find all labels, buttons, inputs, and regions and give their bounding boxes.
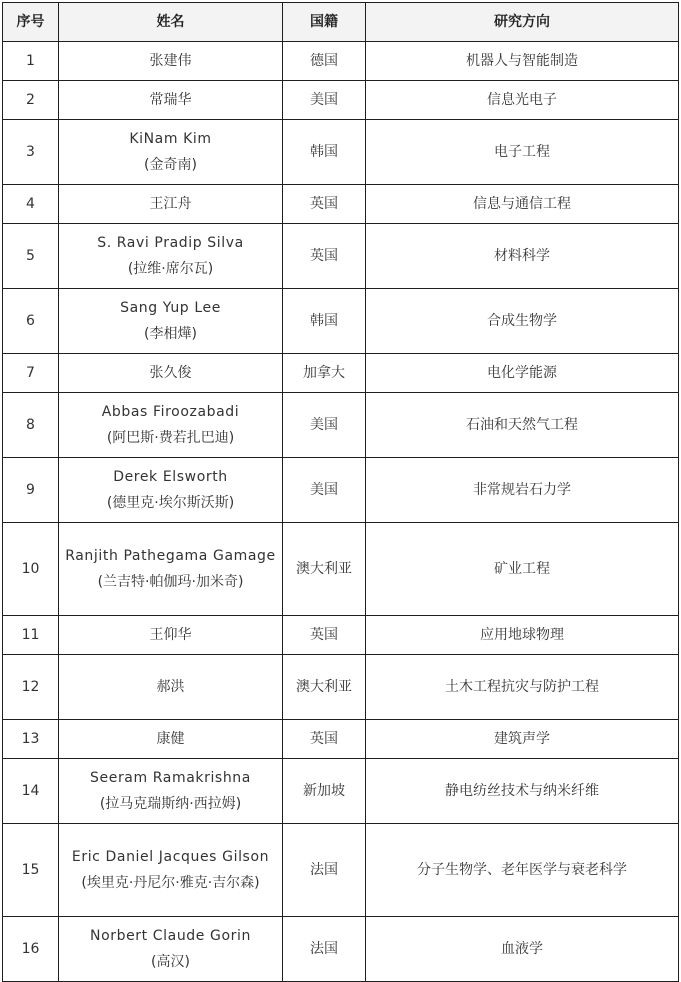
cell-nationality: 韩国 bbox=[283, 289, 366, 354]
table-row bbox=[3, 185, 679, 224]
name-cn: (拉马克瑞斯纳·西拉姆) bbox=[99, 796, 242, 812]
cell-nationality: 法国 bbox=[283, 917, 366, 982]
cell-field: 信息光电子 bbox=[366, 81, 679, 120]
name-en: S. Ravi Pradip Silva bbox=[97, 235, 244, 251]
name-cn: (德里克·埃尔斯沃斯) bbox=[106, 495, 235, 511]
cell-field: 信息与通信工程 bbox=[366, 185, 679, 224]
cell-field: 材料科学 bbox=[366, 224, 679, 289]
table-row bbox=[3, 354, 679, 393]
cell-index: 1 bbox=[3, 42, 59, 81]
cell-name bbox=[59, 224, 283, 289]
header-name: 姓名 bbox=[59, 3, 283, 42]
cell-name bbox=[59, 42, 283, 81]
name-cn: (金奇南) bbox=[144, 157, 197, 173]
cell-index: 5 bbox=[3, 224, 59, 289]
table-row bbox=[3, 616, 679, 655]
cell-name bbox=[59, 824, 283, 917]
cell-index: 6 bbox=[3, 289, 59, 354]
cell-field: 矿业工程 bbox=[366, 523, 679, 616]
cell-name bbox=[59, 185, 283, 224]
cell-nationality: 加拿大 bbox=[283, 354, 366, 393]
name-cn: (李相燁) bbox=[144, 326, 197, 342]
cell-name bbox=[59, 81, 283, 120]
name-cn: 郝洪 bbox=[156, 679, 185, 695]
header-research-field: 研究方向 bbox=[366, 3, 679, 42]
cell-field: 土木工程抗灾与防护工程 bbox=[366, 655, 679, 720]
table-row bbox=[3, 120, 679, 185]
cell-field: 血液学 bbox=[366, 917, 679, 982]
name-cn: 张久俊 bbox=[149, 365, 192, 381]
cell-nationality: 美国 bbox=[283, 393, 366, 458]
name-cn: (阿巴斯·费若扎巴迪) bbox=[106, 430, 235, 446]
cell-name bbox=[59, 523, 283, 616]
name-cn: (高汉) bbox=[151, 954, 190, 970]
cell-name bbox=[59, 458, 283, 523]
name-en: Derek Elsworth bbox=[113, 469, 228, 485]
cell-name bbox=[59, 720, 283, 759]
cell-nationality: 韩国 bbox=[283, 120, 366, 185]
name-en: Abbas Firoozabadi bbox=[101, 404, 240, 420]
header-index: 序号 bbox=[3, 3, 59, 42]
cell-field: 建筑声学 bbox=[366, 720, 679, 759]
cell-nationality: 英国 bbox=[283, 720, 366, 759]
cell-nationality: 澳大利亚 bbox=[283, 655, 366, 720]
cell-nationality: 新加坡 bbox=[283, 759, 366, 824]
table-row bbox=[3, 81, 679, 120]
cell-field: 电化学能源 bbox=[366, 354, 679, 393]
cell-index: 7 bbox=[3, 354, 59, 393]
cell-name bbox=[59, 655, 283, 720]
cell-index: 10 bbox=[3, 523, 59, 616]
cell-field: 非常规岩石力学 bbox=[366, 458, 679, 523]
cell-nationality: 英国 bbox=[283, 185, 366, 224]
table-row bbox=[3, 917, 679, 982]
cell-index: 3 bbox=[3, 120, 59, 185]
cell-nationality: 英国 bbox=[283, 224, 366, 289]
name-cn: 常瑞华 bbox=[149, 92, 192, 108]
cell-name bbox=[59, 393, 283, 458]
name-cn: (埃里克·丹尼尔·雅克·吉尔森) bbox=[81, 875, 260, 891]
cell-field: 应用地球物理 bbox=[366, 616, 679, 655]
cell-name bbox=[59, 289, 283, 354]
cell-nationality: 澳大利亚 bbox=[283, 523, 366, 616]
name-en: Ranjith Pathegama Gamage bbox=[65, 548, 276, 564]
cell-nationality: 美国 bbox=[283, 81, 366, 120]
scholars-table bbox=[2, 2, 679, 982]
table-header-row bbox=[3, 3, 679, 42]
table-row bbox=[3, 523, 679, 616]
cell-index: 8 bbox=[3, 393, 59, 458]
header-nationality: 国籍 bbox=[283, 3, 366, 42]
table-row bbox=[3, 720, 679, 759]
cell-name bbox=[59, 354, 283, 393]
cell-field: 石油和天然气工程 bbox=[366, 393, 679, 458]
table-row bbox=[3, 759, 679, 824]
name-en: Norbert Claude Gorin bbox=[90, 928, 251, 944]
cell-index: 13 bbox=[3, 720, 59, 759]
cell-index: 16 bbox=[3, 917, 59, 982]
table-row bbox=[3, 393, 679, 458]
cell-index: 15 bbox=[3, 824, 59, 917]
table-row bbox=[3, 224, 679, 289]
name-en: Seeram Ramakrishna bbox=[90, 770, 251, 786]
cell-field: 分子生物学、老年医学与衰老科学 bbox=[366, 824, 679, 917]
cell-name bbox=[59, 759, 283, 824]
cell-index: 9 bbox=[3, 458, 59, 523]
cell-name bbox=[59, 917, 283, 982]
cell-field: 电子工程 bbox=[366, 120, 679, 185]
cell-index: 2 bbox=[3, 81, 59, 120]
name-cn: 王江舟 bbox=[149, 196, 192, 212]
cell-nationality: 法国 bbox=[283, 824, 366, 917]
cell-index: 4 bbox=[3, 185, 59, 224]
cell-nationality: 英国 bbox=[283, 616, 366, 655]
table-row bbox=[3, 42, 679, 81]
cell-index: 12 bbox=[3, 655, 59, 720]
table-row bbox=[3, 289, 679, 354]
cell-field: 合成生物学 bbox=[366, 289, 679, 354]
name-cn: 张建伟 bbox=[149, 53, 192, 69]
table-row bbox=[3, 655, 679, 720]
name-cn: 康健 bbox=[156, 731, 185, 747]
cell-index: 14 bbox=[3, 759, 59, 824]
cell-nationality: 德国 bbox=[283, 42, 366, 81]
name-en: Sang Yup Lee bbox=[120, 300, 221, 316]
name-cn: (兰吉特·帕伽玛·加米奇) bbox=[97, 574, 244, 590]
table-row bbox=[3, 824, 679, 917]
name-cn: 王仰华 bbox=[149, 627, 192, 643]
cell-field: 静电纺丝技术与纳米纤维 bbox=[366, 759, 679, 824]
cell-nationality: 美国 bbox=[283, 458, 366, 523]
cell-name bbox=[59, 120, 283, 185]
cell-name bbox=[59, 616, 283, 655]
name-en: Eric Daniel Jacques Gilson bbox=[71, 849, 270, 865]
table-row bbox=[3, 458, 679, 523]
cell-field: 机器人与智能制造 bbox=[366, 42, 679, 81]
name-cn: (拉维·席尔瓦) bbox=[127, 261, 214, 277]
cell-index: 11 bbox=[3, 616, 59, 655]
name-en: KiNam Kim bbox=[129, 131, 212, 147]
